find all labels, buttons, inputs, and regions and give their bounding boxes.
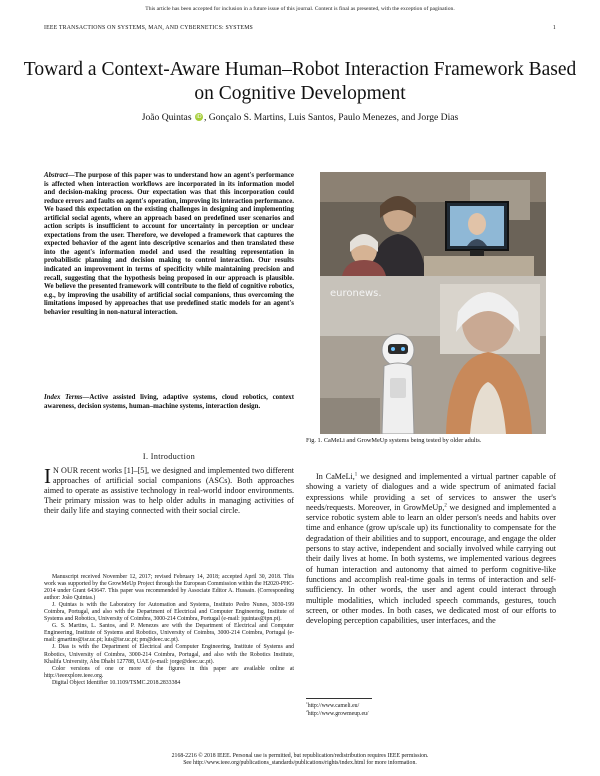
paper-title: Toward a Context-Aware Human–Robot Interaction Framework Based on Cognitive Development	[23, 59, 577, 104]
author-list	[20, 112, 580, 123]
url-footnotes	[306, 702, 556, 718]
text-run: we designed and implemented a service robotic system able to learn an older person's needs and habits over time and enhance (grow up/scale up) its functionality to compensate for the degradation of their abilities and to support, encourage, and engage the older persons to stay active, independent and socially involved while carrying out their daily lives at home. In both systems, we implemented various degrees of human interaction and autonomy that aimed to perform cognitive-like functions and accomplish real-time goals in terms of interaction and self-sufficiency. In other words, the user and agent could interact through multiple modalities, which included speech commands, gestures, touch screen, or other modes. In both cases, we dedicated most of our efforts to developing perception capabilities, user interfaces, and the	[306, 502, 557, 626]
rights-link-line[interactable]: See http://www.ieee.org/publications_standards/publications/rights/index.html for more information.	[183, 760, 417, 766]
copyright-footer	[40, 753, 560, 767]
footnote-mark[interactable]: 2	[444, 503, 447, 509]
tv-logo: euronews.	[330, 288, 382, 299]
footnote-manuscript: Manuscript received November 12, 2017; revised February 14, 2018; accepted April 30, 2018. This work was supported by the GrowMeUp Project through the European Commission within the H2020-PHC-2014 under Grant 643647. This paper was recommended by Associate Editor A. Hussain. (Corresponding author: João Quintas.)	[44, 574, 294, 602]
footnote-color-versions: Color versions of one or more of the figures in this paper are available online at http://ieeexplore.ieee.org.	[44, 665, 294, 679]
acceptance-notice: This article has been accepted for inclusion in a future issue of this journal. Content is final as presented, with the exception of pagination.	[145, 6, 455, 12]
footnote-affiliation-martins: G. S. Martins, L. Santos, and P. Menezes are with the Department of Electrical and Computer Engineering, Institute of Systems and Robotics, University of Coimbra, 3000-214 Coimbra, Portugal (e-mail: gmartins@isr.uc.pt; luis@isr.uc.pt; pm@deec.uc.pt).	[44, 623, 294, 644]
footnote-affiliation-dias: J. Dias is with the Department of Electrical and Computer Engineering, Institute of Systems and Robotics, University of Coimbra, 3000-214 Coimbra, Portugal, and also with the Robotics Institute, Khalifa University, Abu Dhabi 127788, UAE (e-mail: jorge@deec.uc.pt).	[44, 644, 294, 665]
introduction-paragraph	[44, 466, 294, 516]
section-heading: I. Introduction	[142, 452, 196, 461]
body-paragraph	[306, 472, 556, 626]
footnote-divider	[306, 698, 372, 699]
url-link[interactable]: http://www.cameli.eu/	[307, 703, 360, 709]
abstract-text: The purpose of this paper was to understand how an agent's performance is affected when interaction workflows are incorporated in its information model and decision-making process. Our expectation was that this incorporation could reduce errors and faults on agent's operation, improving its interaction performance. We based this expectation on the existing challenges in designing and implementing artificial social agents, where an approach based on predefined user scenarios and action scripts is insufficient to account for uncertainty in perception or unclear expectations from the user. Therefore, we developed a framework that captures the expected behavior of the agent into descriptive scenarios and then translated these into the agent's information model and used the resulting representation in probabilistic planning and decision making to control interaction. Our results indicated an improvement in terms of specificity while maintaining precision and recall, suggesting that the hypothesis being proposed in our approach is plausible. We believe the presented framework will contribute to the field of cognitive robotics, e.g., by improving the usability of artificial social companions, thus overcoming the limitations imposed by approaches that use predefined static models for an agent's behavior resulting in non-natural interaction.	[44, 172, 294, 316]
abstract-label: Abstract—	[44, 172, 75, 179]
intro-text: recent works [1]–[5], we designed and implemented two different approaches of artificial social companions (ASCs). Both approaches aimed to operate as assistive technology in real-world indoor environments. Their primary mission was to help older adults in managing activities of their daily life and staying connected with their social circle.	[44, 466, 294, 516]
journal-name: IEEE TRANSACTIONS ON SYSTEMS, MAN, AND CYBERNETICS: SYSTEMS	[44, 25, 253, 31]
text-run: In CaMeLi,	[316, 472, 355, 481]
url-mark: 2	[306, 709, 308, 714]
figure-1-photo	[320, 172, 546, 434]
first-author: João Quintas	[141, 112, 192, 123]
page-number: 1	[552, 25, 556, 31]
orcid-icon[interactable]: iD	[196, 114, 202, 120]
footnote-affiliation-quintas: J. Quintas is with the Laboratory for Automation and Systems, Instituto Pedro Nunes, 3030-199 Coimbra, Portugal, and also with the Department of Electrical and Computer Engineering, Institute of Systems and Robotics, University of Coimbra, 3000-214 Coimbra, Portugal (e-mail: jquintas@ipn.pt).	[44, 602, 294, 623]
running-head	[44, 25, 556, 31]
first-page-footnotes	[44, 574, 294, 687]
index-terms-label: Index Terms—	[44, 394, 90, 401]
index-terms-text: Active assisted living, adaptive systems, cloud robotics, context awareness, decision systems, human–machine systems, interaction design.	[44, 394, 295, 410]
figure-caption: Fig. 1. CaMeLi and GrowMeUp systems being tested by older adults.	[306, 437, 482, 444]
url-link[interactable]: http://www.growmeup.eu/	[307, 711, 369, 717]
drop-cap: I	[44, 464, 51, 488]
coauthors: , Gonçalo S. Martins, Luis Santos, Paulo Menezes, and Jorge Dias	[203, 112, 459, 123]
footnote-doi: Digital Object Identifier 10.1109/TSMC.2018.2833384	[52, 679, 181, 686]
right-column-text	[306, 472, 556, 626]
copyright-line: 2168-2216 © 2018 IEEE. Personal use is permitted, but republication/redistribution requires IEEE permission.	[171, 753, 429, 759]
text-run: we designed and implemented a virtual partner capable of showing a variety of dialogues and a wide spectrum of animated facial expressions while providing a set of services to answer the user's needs/requests. Moreover, in GrowMeUp,	[306, 472, 556, 512]
url-mark: 1	[306, 701, 308, 706]
url-footnote[interactable]	[306, 702, 556, 710]
abstract	[44, 172, 294, 317]
footnote-mark[interactable]: 1	[354, 472, 358, 478]
figure-illustration	[320, 172, 546, 434]
url-footnote[interactable]	[306, 710, 556, 718]
intro-lead: N OUR	[53, 466, 79, 475]
index-terms	[44, 394, 294, 411]
